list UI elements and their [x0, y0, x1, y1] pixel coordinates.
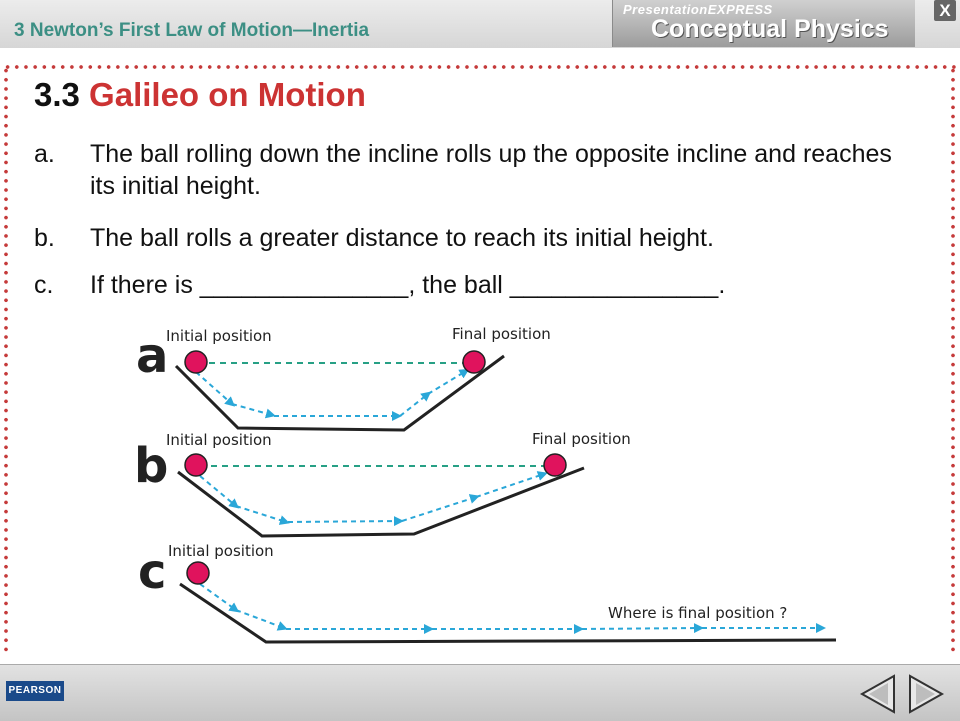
- brand-top-text: PresentationEXPRESS: [623, 2, 773, 17]
- path-arrow: [236, 506, 286, 522]
- final-position-label: Final position: [532, 430, 631, 448]
- ball-initial: [185, 351, 207, 373]
- ball-initial: [187, 562, 209, 584]
- ball-initial: [185, 454, 207, 476]
- path-arrow: [582, 628, 700, 629]
- path-arrow: [232, 404, 272, 415]
- previous-arrow-icon: [862, 676, 894, 712]
- next-button[interactable]: [906, 673, 946, 715]
- path-arrow: [402, 497, 476, 521]
- path-arrow: [476, 474, 544, 497]
- bullet-label: c.: [34, 271, 54, 299]
- path-arrow: [428, 371, 466, 394]
- ball-final: [463, 351, 485, 373]
- final-position-question: Where is final position ?: [608, 604, 788, 622]
- previous-button[interactable]: [858, 673, 898, 715]
- section-title: Galileo on Motion: [89, 76, 366, 113]
- section-number: 3.3: [34, 76, 80, 113]
- path-arrow: [288, 521, 400, 522]
- ground-a: [176, 356, 504, 430]
- bullet-text: If there is _______________, the ball _______________.: [90, 271, 726, 299]
- path-arrow: [196, 372, 232, 404]
- initial-position-label: Initial position: [166, 431, 272, 449]
- bullet-text: The ball rolls a greater distance to reach its initial height.: [90, 224, 714, 252]
- final-position-label: Final position: [452, 325, 551, 343]
- ground-b: [178, 468, 584, 536]
- footer-bar: [0, 664, 960, 721]
- bullet-label: b.: [34, 224, 55, 252]
- path-arrow: [400, 394, 428, 416]
- publisher-logo: PEARSON: [6, 681, 64, 701]
- label-c: c: [138, 544, 167, 600]
- close-button[interactable]: X: [934, 0, 956, 21]
- path-arrow: [200, 584, 236, 610]
- brand-main-text: Conceptual Physics: [651, 15, 889, 43]
- ball-final: [544, 454, 566, 476]
- bullet-text: The ball rolling down the incline rolls up the opposite incline and reaches its initial height.: [90, 140, 892, 200]
- initial-position-label: Initial position: [166, 327, 272, 345]
- initial-position-label: Initial position: [168, 542, 274, 560]
- label-a: a: [136, 328, 169, 384]
- chapter-title: 3 Newton’s First Law of Motion—Inertia: [14, 20, 370, 41]
- bullet-label: a.: [34, 140, 55, 168]
- next-arrow-icon: [910, 676, 942, 712]
- label-b: b: [134, 438, 169, 494]
